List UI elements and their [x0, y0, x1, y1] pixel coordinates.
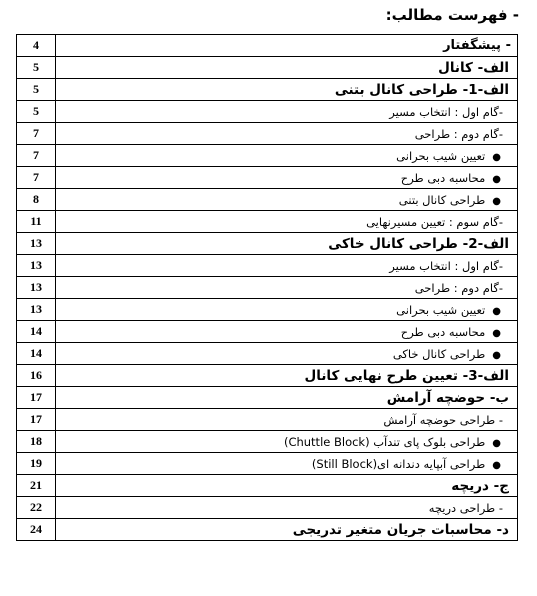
toc-entry [56, 409, 518, 431]
toc-page-number: 24 [17, 519, 56, 541]
toc-entry [56, 387, 518, 409]
toc-page-number: 5 [17, 79, 56, 101]
toc-page-number: 13 [17, 299, 56, 321]
toc-page-number: 7 [17, 167, 56, 189]
toc-entry [56, 277, 518, 299]
toc-row [17, 79, 518, 101]
toc-entry-title: طراحی آبپایه دندانه ای(Still Block) [311, 456, 486, 471]
toc-entry-title: محاسبه دبی طرح [400, 324, 486, 339]
toc-entry [56, 211, 518, 233]
toc-row [17, 497, 518, 519]
toc-page-number: 17 [17, 409, 56, 431]
toc-entry-title: د- محاسبات جریان متغیر تدریجی [292, 521, 509, 538]
toc-page-number: 13 [17, 255, 56, 277]
toc-entry-title: ج- دریچه [451, 477, 509, 494]
toc-entry [56, 299, 518, 321]
toc-entry [56, 167, 518, 189]
toc-page-number: 18 [17, 431, 56, 453]
toc-entry [56, 233, 518, 255]
toc-row [17, 123, 518, 145]
toc-row [17, 35, 518, 57]
toc-entry [56, 101, 518, 123]
toc-row [17, 57, 518, 79]
toc-entry-title: الف-3- تعیین طرح نهایی کانال [304, 367, 509, 384]
toc-entry [56, 57, 518, 79]
toc-entry-title: الف-2- طراحی کانال خاکی [328, 235, 509, 252]
toc-entry-title: طراحی کانال بتنی [398, 192, 486, 207]
toc-page-number: 5 [17, 57, 56, 79]
toc-entry [56, 79, 518, 101]
toc-entry-title: - طراحی حوضچه آرامش [383, 412, 503, 427]
toc-entry [56, 145, 518, 167]
toc-entry-title: -گام دوم : طراحی [414, 126, 503, 141]
toc-row [17, 365, 518, 387]
toc-entry [56, 453, 518, 475]
toc-row [17, 321, 518, 343]
toc-entry-title: تعیین شیب بحرانی [396, 148, 486, 163]
toc-entry-title: طراحی کانال خاکی [392, 346, 486, 361]
toc-row [17, 145, 518, 167]
toc-page-number: 8 [17, 189, 56, 211]
toc-row [17, 299, 518, 321]
toc-row [17, 409, 518, 431]
toc-page-number: 13 [17, 277, 56, 299]
toc-entry-title: -گام اول : انتخاب مسیر [389, 104, 503, 119]
toc-entry [56, 35, 518, 57]
toc-entry-title: محاسبه دبی طرح [400, 170, 486, 185]
toc-entry [56, 189, 518, 211]
toc-page-number: 7 [17, 145, 56, 167]
toc-entry [56, 497, 518, 519]
toc-row [17, 343, 518, 365]
toc-row [17, 255, 518, 277]
toc-page-number: 19 [17, 453, 56, 475]
toc-entry-title: ب- حوضچه آرامش [386, 389, 509, 406]
toc-entry-title: تعیین شیب بحرانی [396, 302, 486, 317]
toc-row [17, 475, 518, 497]
toc-entry [56, 123, 518, 145]
toc-entry [56, 519, 518, 541]
toc-heading: - فهرست مطالب: [385, 6, 519, 24]
bullet-icon: ● [492, 349, 501, 361]
toc-table [16, 34, 518, 541]
bullet-icon: ● [492, 195, 501, 207]
toc-row [17, 453, 518, 475]
toc-page-number: 13 [17, 233, 56, 255]
toc-row [17, 233, 518, 255]
toc-page-number: 11 [17, 211, 56, 233]
toc-entry-title: - طراحی دریچه [428, 500, 503, 515]
toc-page-number: 14 [17, 343, 56, 365]
toc-row [17, 167, 518, 189]
toc-page-number: 14 [17, 321, 56, 343]
toc-page-number: 21 [17, 475, 56, 497]
toc-entry [56, 343, 518, 365]
toc-entry [56, 475, 518, 497]
toc-row [17, 101, 518, 123]
toc-row [17, 431, 518, 453]
toc-page-number: 5 [17, 101, 56, 123]
toc-entry [56, 431, 518, 453]
toc-page-number: 17 [17, 387, 56, 409]
toc-row [17, 211, 518, 233]
toc-entry [56, 365, 518, 387]
toc-row [17, 277, 518, 299]
toc-page-number: 7 [17, 123, 56, 145]
toc-row [17, 387, 518, 409]
toc-body [17, 35, 518, 541]
toc-entry-title: -گام سوم : تعیین مسیرنهایی [366, 214, 503, 229]
bullet-icon: ● [492, 437, 501, 449]
bullet-icon: ● [492, 305, 501, 317]
bullet-icon: ● [492, 151, 501, 163]
toc-page-number: 4 [17, 35, 56, 57]
toc-entry-title: -گام اول : انتخاب مسیر [389, 258, 503, 273]
bullet-icon: ● [492, 173, 501, 185]
toc-entry-title: الف-1- طراحی کانال بتنی [334, 81, 509, 98]
bullet-icon: ● [492, 327, 501, 339]
toc-entry [56, 255, 518, 277]
toc-entry [56, 321, 518, 343]
toc-row [17, 189, 518, 211]
toc-page-number: 22 [17, 497, 56, 519]
toc-row [17, 519, 518, 541]
toc-entry-title: طراحی بلوک پای تندآب (Chuttle Block) [283, 434, 486, 449]
toc-entry-title: -گام دوم : طراحی [414, 280, 503, 295]
bullet-icon: ● [492, 459, 501, 471]
toc-page-number: 16 [17, 365, 56, 387]
toc-entry-title: الف- کانال [438, 59, 509, 76]
toc-entry-title: - پیشگفتار [443, 38, 511, 53]
